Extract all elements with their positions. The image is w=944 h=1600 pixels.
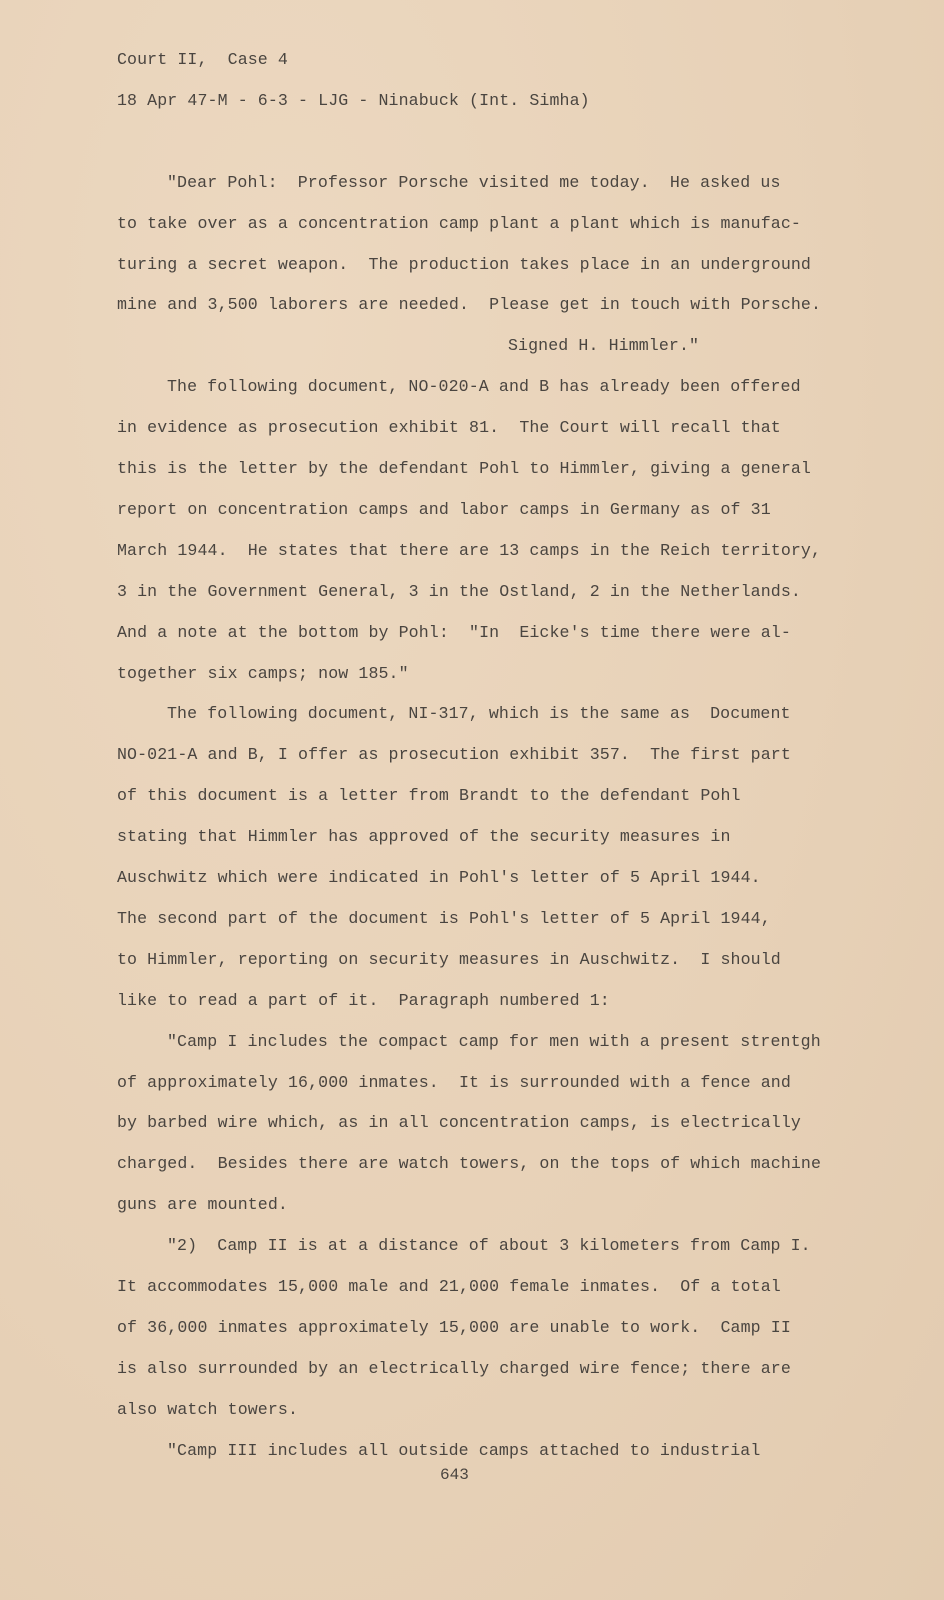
- text-line: The following document, NO-020-A and B has already been offered: [167, 377, 801, 397]
- text-line: of this document is a letter from Brandt to the defendant Pohl: [117, 786, 741, 806]
- text-line: of approximately 16,000 inmates. It is surrounded with a fence and: [117, 1072, 791, 1092]
- text-line: report on concentration camps and labor camps in Germany as of 31: [117, 499, 771, 519]
- text-line: NO-021-A and B, I offer as prosecution exhibit 357. The first part: [117, 745, 791, 765]
- text-line: "Camp III includes all outside camps attached to industrial: [167, 1440, 761, 1460]
- session-heading: 18 Apr 47-M - 6-3 - LJG - Ninabuck (Int. Simha): [117, 91, 590, 110]
- text-line: It accommodates 15,000 male and 21,000 female inmates. Of a total: [117, 1277, 781, 1296]
- text-line: And a note at the bottom by Pohl: "In Eicke's time there were al-: [117, 622, 791, 642]
- text-line: of 36,000 inmates approximately 15,000 are unable to work. Camp II: [117, 1317, 791, 1337]
- text-line: Auschwitz which were indicated in Pohl's letter of 5 April 1944.: [117, 868, 761, 887]
- text-line: mine and 3,500 laborers are needed. Please get in touch with Porsche.: [117, 295, 822, 315]
- text-line: like to read a part of it. Paragraph numbered 1:: [117, 990, 610, 1010]
- page-number: 643: [440, 1466, 469, 1484]
- text-line: March 1944. He states that there are 13 camps in the Reich territory,: [117, 540, 822, 560]
- text-line: Signed H. Himmler.": [508, 336, 700, 356]
- text-line: also watch towers.: [117, 1399, 299, 1419]
- text-line: stating that Himmler has approved of the security measures in: [117, 827, 731, 847]
- text-line: 3 in the Government General, 3 in the Ostland, 2 in the Netherlands.: [117, 581, 801, 601]
- text-line: turing a secret weapon. The production takes place in an underground: [117, 254, 811, 274]
- text-line: guns are mounted.: [117, 1195, 288, 1215]
- text-line: in evidence as prosecution exhibit 81. The Court will recall that: [117, 418, 781, 438]
- text-line: The second part of the document is Pohl's letter of 5 April 1944,: [117, 908, 771, 928]
- case-heading: Court II, Case 4: [117, 50, 288, 69]
- text-line: is also surrounded by an electrically charged wire fence; there are: [117, 1358, 791, 1378]
- text-line: "Camp I includes the compact camp for men with a present strentgh: [167, 1031, 821, 1051]
- text-line: "2) Camp II is at a distance of about 3 kilometers from Camp I.: [167, 1236, 811, 1256]
- text-line: The following document, NI-317, which is the same as Document: [167, 704, 791, 724]
- text-line: to Himmler, reporting on security measures in Auschwitz. I should: [117, 949, 781, 969]
- text-line: this is the letter by the defendant Pohl to Himmler, giving a general: [117, 459, 811, 478]
- text-line: by barbed wire which, as in all concentration camps, is electrically: [117, 1113, 801, 1133]
- text-line: to take over as a concentration camp plant a plant which is manufac-: [117, 213, 801, 233]
- text-line: charged. Besides there are watch towers, on the tops of which machine: [117, 1154, 822, 1174]
- text-line: "Dear Pohl: Professor Porsche visited me today. He asked us: [167, 172, 781, 192]
- text-line: together six camps; now 185.": [117, 663, 409, 683]
